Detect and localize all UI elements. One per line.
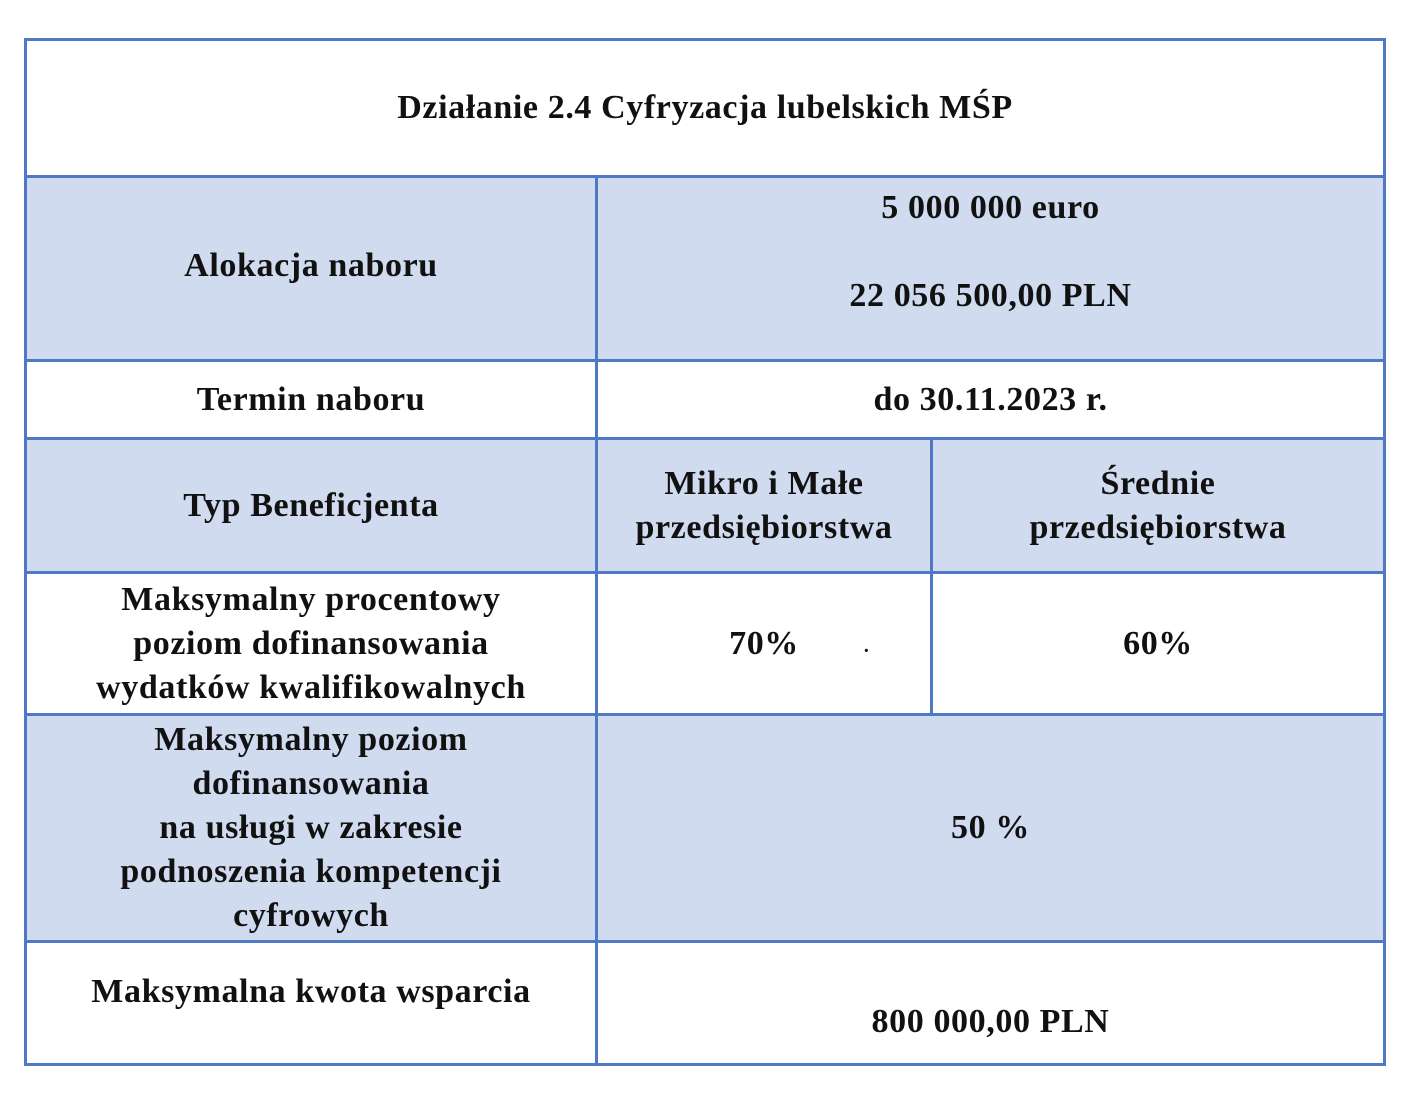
allocation-value-eur: 5 000 000 euro [881, 189, 1100, 226]
max-amount-value: 800 000,00 PLN [871, 1003, 1110, 1040]
max-percent-medium-cell [933, 574, 1383, 713]
max-percent-medium-value: 60% [1123, 624, 1193, 662]
allocation-label: Alokacja naboru [184, 246, 438, 284]
digital-skills-label-line3: na usługi w zakresie [159, 809, 463, 846]
allocation-value-cell [598, 178, 1383, 359]
beneficiary-small-line1: Mikro i Małe [664, 464, 864, 502]
row-divider [27, 713, 1383, 716]
column-divider [930, 440, 933, 713]
row-divider [27, 940, 1383, 943]
digital-skills-label-line4: podnoszenia kompetencji [120, 853, 502, 890]
row-divider [27, 437, 1383, 440]
row-divider [27, 175, 1383, 178]
allocation-value-pln: 22 056 500,00 PLN [849, 277, 1132, 314]
digital-skills-label-line5: cyfrowych [233, 897, 389, 934]
deadline-value-cell [598, 362, 1383, 437]
max-percent-label-line1: Maksymalny procentowy [121, 580, 501, 618]
beneficiary-medium-line2: przedsiębiorstwa [1029, 508, 1287, 546]
stray-dot: · [863, 640, 870, 662]
row-divider [27, 571, 1383, 574]
table-title-text: Działanie 2.4 Cyfryzacja lubelskich MŚP [397, 89, 1013, 126]
max-percent-label-line2: poziom dofinansowania [133, 624, 489, 662]
max-amount-value-cell [598, 943, 1383, 1063]
max-percent-label-line3: wydatków kwalifikowalnych [96, 668, 526, 706]
funding-table [24, 38, 1386, 1066]
max-percent-small-cell [598, 574, 930, 713]
digital-skills-label-line2: dofinansowania [192, 765, 430, 802]
beneficiary-label: Typ Beneficjenta [183, 486, 439, 524]
column-divider [595, 178, 598, 1063]
max-percent-label-cell [27, 574, 595, 713]
beneficiary-medium-cell [933, 440, 1383, 571]
beneficiary-small-cell [598, 440, 930, 571]
deadline-label: Termin naboru [196, 380, 426, 418]
beneficiary-label-cell [27, 440, 595, 571]
deadline-value: do 30.11.2023 r. [873, 380, 1108, 418]
digital-skills-value-cell [598, 716, 1383, 940]
row-divider [27, 359, 1383, 362]
table-title [27, 41, 1383, 175]
allocation-label-cell [27, 178, 595, 359]
max-amount-label-cell [27, 943, 595, 1063]
max-amount-label: Maksymalna kwota wsparcia [91, 973, 531, 1010]
deadline-label-cell [27, 362, 595, 437]
max-percent-small-value: 70% [729, 624, 799, 662]
digital-skills-label-cell [27, 716, 595, 940]
digital-skills-value: 50 % [951, 809, 1030, 846]
digital-skills-label-line1: Maksymalny poziom [154, 721, 468, 758]
beneficiary-medium-line1: Średnie [1100, 464, 1216, 502]
beneficiary-small-line2: przedsiębiorstwa [635, 508, 893, 546]
